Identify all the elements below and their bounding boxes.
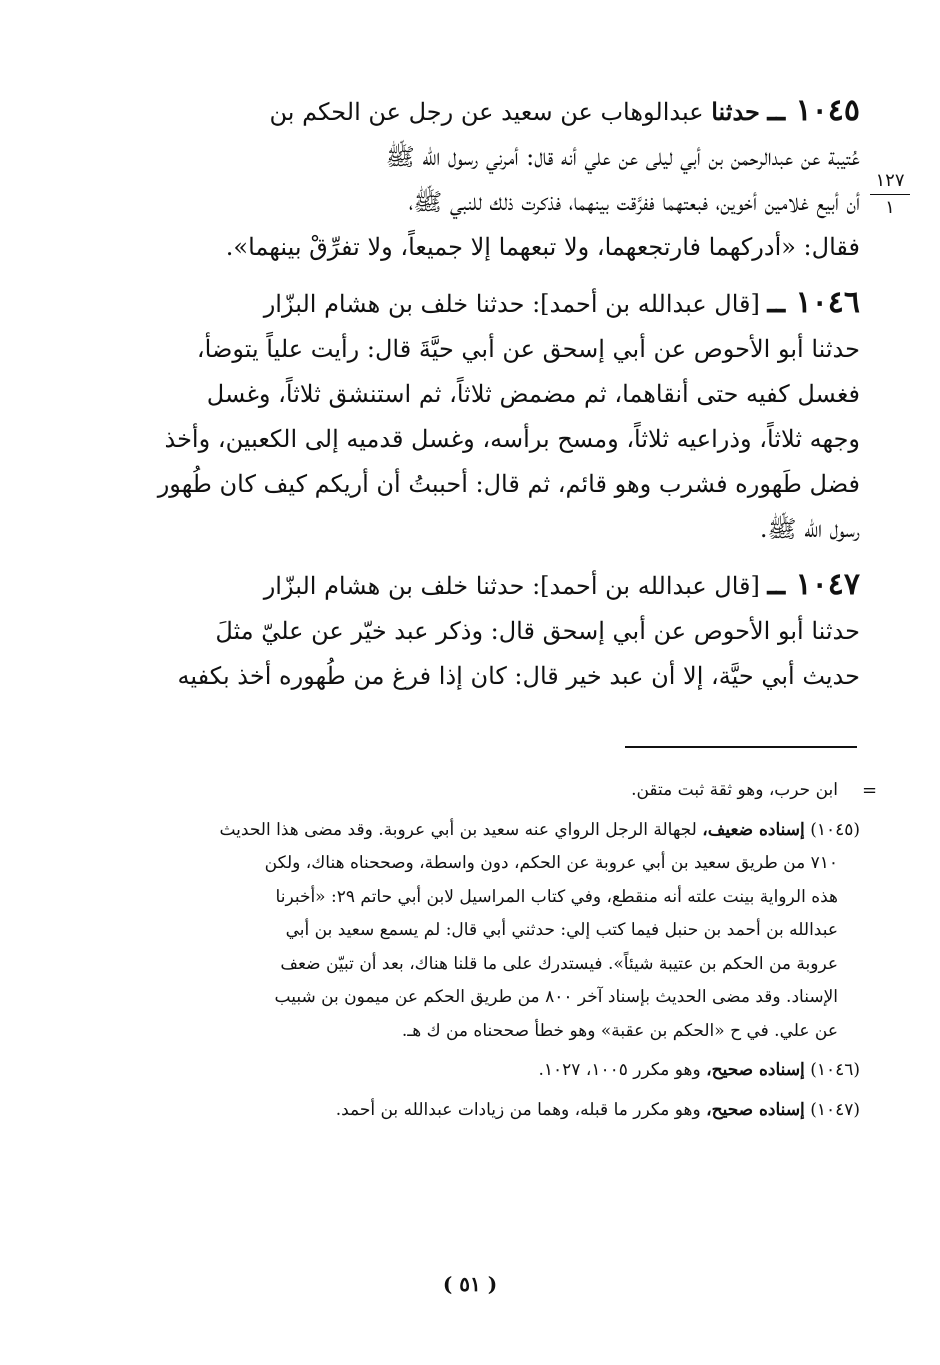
hadith-1046-line-3: فغسل كفيه حتى أنقاهما، ثم مضمض ثلاثاً، ثم استنشق ثلاثاً، وغسل (206, 380, 860, 408)
main-text (148, 88, 860, 709)
footnote-grade: إسناده صحيح، (706, 1060, 805, 1080)
footnote-grade: إسناده ضعيف، (702, 819, 805, 840)
hadith-text: [قال عبدالله بن أحمد]: حدثنا خلف بن هشام البزّار (263, 572, 760, 600)
footnote-ref: (١٠٤٧) (810, 1099, 860, 1120)
footnote-1046-line (148, 1054, 860, 1088)
footnote-continuation: ابن حرب، وهو ثقة ثبت متقن. (631, 780, 838, 800)
hadith-1046-line-4: وجهه ثلاثاً، وذراعيه ثلاثاً، ومسح برأسه، وغسل قدميه إلى الكعبين، وأخذ (164, 425, 860, 453)
hadith-keyword: حدثنا (711, 97, 760, 126)
footnote-text: وهو مكرر ١٠٠٥، ١٠٢٧. (538, 1060, 701, 1080)
footnote-1045-line-2: ٧١٠ من طريق سعيد بن أبي عروبة عن الحكم، دون واسطة، وصححناه هناك، ولكن (264, 853, 838, 873)
hadith-1045 (148, 88, 860, 270)
footnote-1045-line-1 (148, 814, 860, 848)
footnote-1045-line-5: عروبة من الحكم بن عتيبة شيئاً». فيستدرك على ما قلنا هناك، بعد أن تبيّن ضعف (280, 953, 838, 974)
footnote-1045-line-3: هذه الرواية بينت علته أنه منقطع، وفي كتاب المراسيل لابن أبي حاتم ٢٩: «أخبرنا (275, 886, 838, 907)
footnote-text: لجهالة الرجل الرواي عنه سعيد بن أبي عروبة. وقد مضى هذا الحديث (219, 819, 697, 840)
hadith-text: [قال عبدالله بن أحمد]: حدثنا خلف بن هشام البزّار (263, 290, 760, 318)
page-number: ( ٥١ ) (442, 1272, 498, 1296)
hadith-1047-line-1 (148, 562, 860, 609)
footnote-divider (625, 746, 857, 748)
hadith-text: عبدالوهاب عن سعيد عن رجل عن الحكم بن (269, 98, 704, 126)
hadith-1046-line-5: فضل طَهوره فشرب وهو قائم، ثم قال: أحببتُ أن أريكم كيف كان طُهور (157, 470, 860, 498)
margin-reference-volume: ١٢٧ (870, 168, 910, 195)
hadith-1045-line-2: عُتيبة عن عبدالرحمن بن أبي ليلى عن علي أنه قال: أمرني رسول الله ﷺ (385, 143, 860, 171)
hadith-1046-line-6: رسول الله ﷺ. (759, 515, 860, 543)
footnote-1047-line (148, 1094, 860, 1128)
hadith-1047-line-3: حديث أبي حيَّة، إلا أن عبد خير قال: كان إذا فرغ من طُهوره أخذ بكفيه (177, 662, 860, 690)
hadith-1046 (148, 280, 860, 552)
footnote-1047 (148, 1094, 860, 1128)
hadith-1046-line-2: حدثنا أبو الأحوص عن أبي إسحق عن أبي حيَّةَ قال: رأيت علياً يتوضأ، (196, 335, 860, 363)
hadith-number: ١٠٤٧ ــ (767, 567, 860, 602)
hadith-1047-line-2: حدثنا أبو الأحوص عن أبي إسحق قال: وذكر عبد خيّر عن عليّ مثلَ (215, 617, 860, 645)
margin-reference (870, 168, 910, 221)
footnote-1045-line-4: عبدالله بن أحمد بن حنبل فيما كتب إلي: حدثني أبي قال: لم يسمع سعيد بن أبي (285, 920, 838, 940)
hadith-1047 (148, 562, 860, 699)
hadith-1045-line-1 (148, 88, 860, 135)
footnote-ref: (١٠٤٥) (810, 819, 860, 840)
footnote-1045-line-6: الإسناد. وقد مضى الحديث بإسناد آخر ٨٠٠ من طريق الحكم عن ميمون بن شبيب (274, 987, 838, 1007)
hadith-1046-line-1 (148, 280, 860, 327)
margin-reference-part: ١ (885, 197, 895, 218)
continuation-mark: = (862, 780, 878, 801)
footnote-grade: إسناده صحيح، (706, 1099, 805, 1120)
footnote-text: وهو مكرر ما قبله، وهما من زيادات عبدالله بن أحمد. (335, 1099, 701, 1120)
hadith-number: ١٠٤٥ ــ (767, 93, 860, 128)
hadith-1045-line-3: أن أبيع غلامين أخوين، فبعتهما ففرَّقت بينهما، فذكرت ذلك للنبي ﷺ، (408, 188, 860, 216)
hadith-1045-line-4: فقال: «أدركهما فارتجعهما، ولا تبعهما إلا جميعاً، ولا تفرِّقْ بينهما». (225, 233, 860, 261)
footnote-ref: (١٠٤٦) (810, 1060, 860, 1080)
footnote-1045 (148, 814, 860, 1049)
hadith-number: ١٠٤٦ ــ (767, 285, 860, 320)
footnote-1045-line-7: عن علي. في ح «الحكم بن عقبة» وهو خطأ صححناه من ك هـ. (401, 1020, 838, 1041)
footnotes (148, 774, 860, 1127)
footnote-1046 (148, 1054, 860, 1088)
